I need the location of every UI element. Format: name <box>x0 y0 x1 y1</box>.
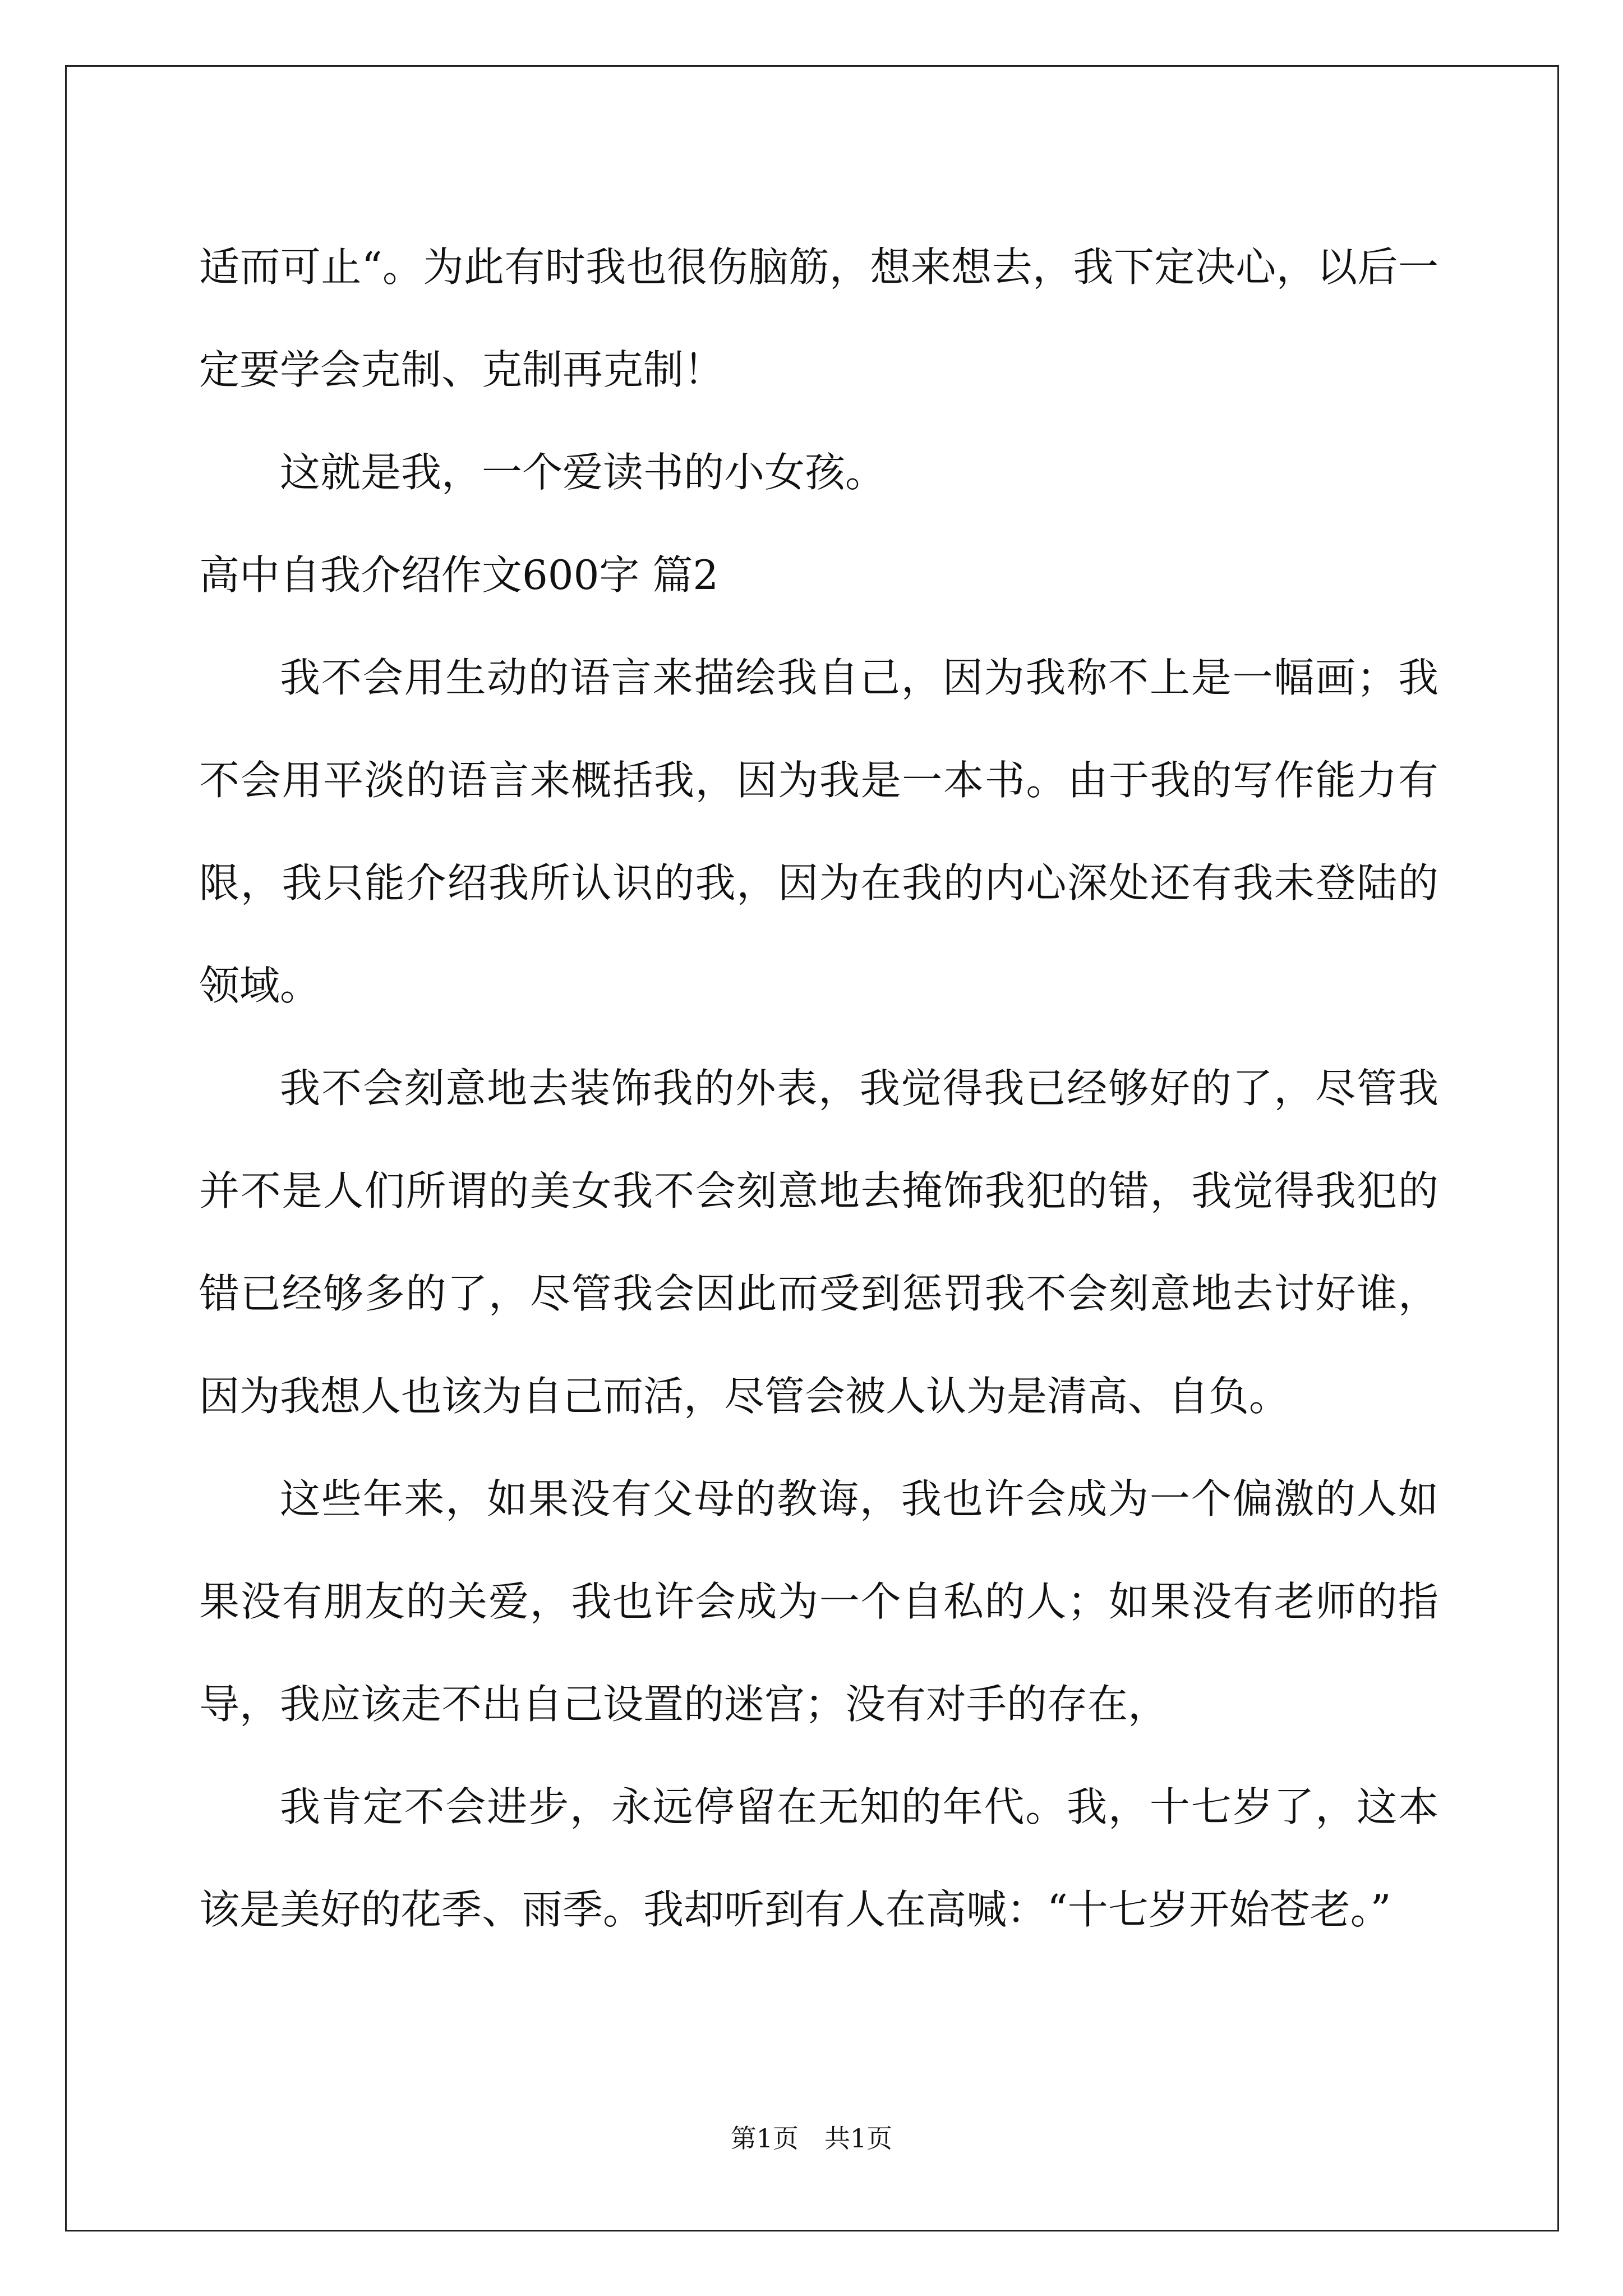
paragraph: 我肯定不会进步，永远停留在无知的年代。我，十七岁了，这本该是美好的花季、雨季。我却听到有人在高喊：“十七岁开始苍老。” <box>199 1783 1438 1933</box>
paragraph: 我不会刻意地去装饰我的外表，我觉得我已经够好的了，尽管我并不是人们所谓的美女我不会刻意地去掩饰我犯的错，我觉得我犯的错已经够多的了，尽管我会因此而受到惩罚我不会刻意地去讨好谁，因为我想人也该为自己而活，尽管会被人认为是清高、自负。 <box>199 1065 1438 1420</box>
paragraph: 这些年来，如果没有父母的教诲，我也许会成为一个偏激的人如果没有朋友的关爱，我也许会成为一个自私的人；如果没有老师的指导，我应该走不出自己设置的迷宫；没有对手的存在， <box>199 1475 1438 1728</box>
paragraph: 我不会用生动的语言来描绘我自己，因为我称不上是一幅画；我不会用平淡的语言来概括我，因为我是一本书。由于我的写作能力有限，我只能介绍我所认识的我，因为在我的内心深处还有我未登陆的领域。 <box>199 654 1438 1009</box>
page-footer: 第1页 共1页 <box>730 2123 893 2154</box>
paragraph-continuation: 适而可止“。为此有时我也很伤脑筋，想来想去，我下定决心，以后一定要学会克制、克制再克制！ <box>199 243 1438 393</box>
document-body <box>199 216 1438 1961</box>
paragraph-closing: 这就是我，一个爱读书的小女孩。 <box>280 449 886 496</box>
section-heading: 高中自我介绍作文600字 篇2 <box>199 551 719 599</box>
